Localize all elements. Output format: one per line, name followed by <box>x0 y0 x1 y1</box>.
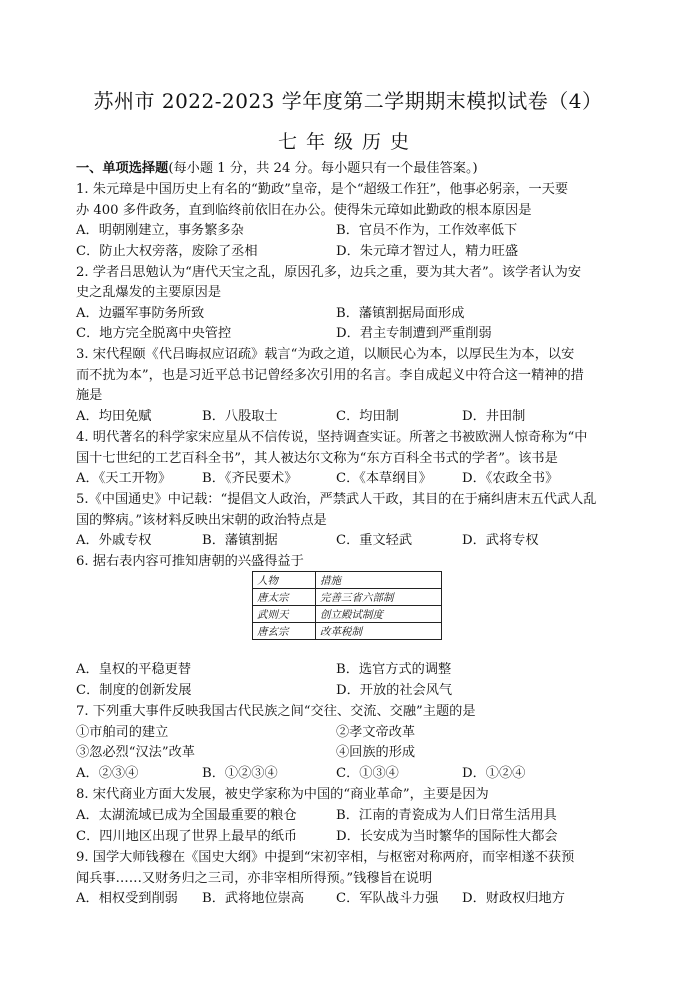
question-7-line-1: 7. 下列重大事件反映我国古代民族之间“交往、交流、交融”主题的是 <box>76 704 476 719</box>
table-header-row <box>253 572 442 589</box>
exam-title: 苏州市 2022-2023 学年度第二学期期末模拟试卷（4） <box>93 89 603 113</box>
section-header <box>76 159 478 178</box>
table-row <box>253 606 442 623</box>
question-1-option-a: A．明朝刚建立，事务繁多杂 <box>76 223 244 238</box>
question-2-option-d: D．君主专制遭到严重削弱 <box>336 326 492 341</box>
question-8-line-1: 8. 宋代商业方面大发展，被史学家称为中国的“商业革命”，主要是因为 <box>76 787 489 802</box>
question-4-option-c: C．《本草纲目》 <box>336 471 432 486</box>
question-5-option-d: D．武将专权 <box>462 533 539 548</box>
question-5-option-a: A．外戚专权 <box>76 533 152 548</box>
question-9-line-1: 9. 国学大师钱穆在《国史大纲》中提到“宋初宰相，与枢密对称两府，而宰相遂不获预 <box>76 850 575 865</box>
question-8-option-d: D．长安成为当时繁华的国际性大都会 <box>336 829 558 844</box>
question-5-line-2: 国的弊病。”该材料反映出宋朝的政治特点是 <box>76 513 327 528</box>
section-heading: 一、单项选择题 <box>76 161 169 176</box>
question-7-option-d: D．①②④ <box>462 766 526 781</box>
table-cell-person: 唐太宗 <box>253 589 316 606</box>
question-7-option-c: C．①③④ <box>336 766 399 781</box>
question-6-option-b: B．选官方式的调整 <box>336 662 452 677</box>
section-instruction: (每小题 1 分，共 24 分。每小题只有一个最佳答案。) <box>168 161 478 176</box>
question-4-option-a: A．《天工开物》 <box>76 471 172 486</box>
question-2-line-1: 2. 学者吕思勉认为“唐代天宝之乱，原因孔多，边兵之重，要为其大者”。该学者认为安 <box>76 265 582 280</box>
question-7-option-a: A．②③④ <box>76 766 139 781</box>
question-5-option-b: B．藩镇割据 <box>202 533 278 548</box>
question-6-option-a: A．皇权的平稳更替 <box>76 662 192 677</box>
table-row <box>253 623 442 640</box>
question-9-option-a: A．相权受到削弱 <box>76 891 178 906</box>
question-7-option-b: B．①②③④ <box>202 766 278 781</box>
question-3-line-2: 而不扰为本”，也是习近平总书记曾经多次引用的名言。李自成起义中符合这一精神的措 <box>76 368 584 383</box>
table-cell-person: 武则天 <box>253 606 316 623</box>
question-3-line-3: 施是 <box>76 388 103 403</box>
table-cell-measure: 改革税制 <box>316 623 442 640</box>
question-1-option-c: C．防止大权旁落，废除了丞相 <box>76 244 258 259</box>
question-7-item-1: ①市舶司的建立 <box>76 725 169 740</box>
question-1-line-1: 1. 朱元璋是中国历史上有名的“勤政”皇帝，是个“超级工作狂”，他事必躬亲，一天要 <box>76 182 569 197</box>
question-2-option-b: B．藩镇割据局面形成 <box>336 306 465 321</box>
question-9-option-b: B．武将地位崇高 <box>202 891 305 906</box>
question-4-option-d: D．《农政全书》 <box>462 471 559 486</box>
question-4-option-b: B．《齐民要术》 <box>202 471 298 486</box>
question-1-option-d: D．朱元璋才智过人，精力旺盛 <box>336 244 519 259</box>
question-2-option-c: C．地方完全脱离中央管控 <box>76 326 232 341</box>
question-7-item-3: ③忽必烈“汉法”改革 <box>76 745 195 760</box>
question-3-option-d: D．井田制 <box>462 409 526 424</box>
question-6-option-d: D．开放的社会风气 <box>336 683 453 698</box>
question-5-line-1: 5.《中国通史》中记载：“提倡文人政治，严禁武人干政，其目的在于痛纠唐末五代武人乱 <box>76 492 597 507</box>
question-7-item-2: ②孝文帝改革 <box>336 725 416 740</box>
question-9-line-2: 闻兵事……又财务归之三司，亦非宰相所得预。”钱穆旨在说明 <box>76 871 433 886</box>
question-8-option-b: B．江南的青瓷成为人们日常生活用具 <box>336 808 557 823</box>
question-9-option-d: D．财政权归地方 <box>462 891 565 906</box>
question-6-line-1: 6. 据右表内容可推知唐朝的兴盛得益于 <box>76 554 304 569</box>
question-5-option-c: C．重文轻武 <box>336 533 413 548</box>
question-4-line-1: 4. 明代著名的科学家宋应星从不信传说，坚持调查实证。所著之书被欧洲人惊奇称为“中 <box>76 430 588 445</box>
question-3-option-a: A．均田免赋 <box>76 409 152 424</box>
question-9-option-c: C．军队战斗力强 <box>336 891 439 906</box>
question-8-option-a: A．太湖流域已成为全国最重要的粮仓 <box>76 808 297 823</box>
table-cell-measure: 完善三省六部制 <box>316 589 442 606</box>
question-3-line-1: 3. 宋代程颐《代吕晦叔应诏疏》载言“为政之道，以顺民心为本，以厚民生为本，以安 <box>76 347 575 362</box>
table-cell-person: 唐玄宗 <box>253 623 316 640</box>
question-3-option-b: B．八股取士 <box>202 409 278 424</box>
question-4-line-2: 国十七世纪的工艺百科全书”，其人被达尔文称为“东方百科全书式的学者”。该书是 <box>76 451 558 466</box>
table-cell-measure: 创立殿试制度 <box>316 606 442 623</box>
exam-subtitle: 七年级历史 <box>277 131 418 153</box>
table-header-person: 人物 <box>253 572 316 589</box>
question-8-option-c: C．四川地区出现了世界上最早的纸币 <box>76 829 298 844</box>
question-7-item-4: ④回族的形成 <box>336 745 416 760</box>
table-row <box>253 589 442 606</box>
question-6-option-c: C．制度的创新发展 <box>76 683 192 698</box>
question-3-option-c: C．均田制 <box>336 409 399 424</box>
question-2-option-a: A．边疆军事防务所致 <box>76 306 205 321</box>
table-header-measure: 措施 <box>316 572 442 589</box>
question-1-line-2: 办 400 多件政务，直到临终前依旧在办公。使得朱元璋如此勤政的根本原因是 <box>76 203 532 218</box>
reform-table <box>252 571 442 640</box>
question-1-option-b: B．官员不作为，工作效率低下 <box>336 223 518 238</box>
question-2-line-2: 史之乱爆发的主要原因是 <box>76 285 222 300</box>
